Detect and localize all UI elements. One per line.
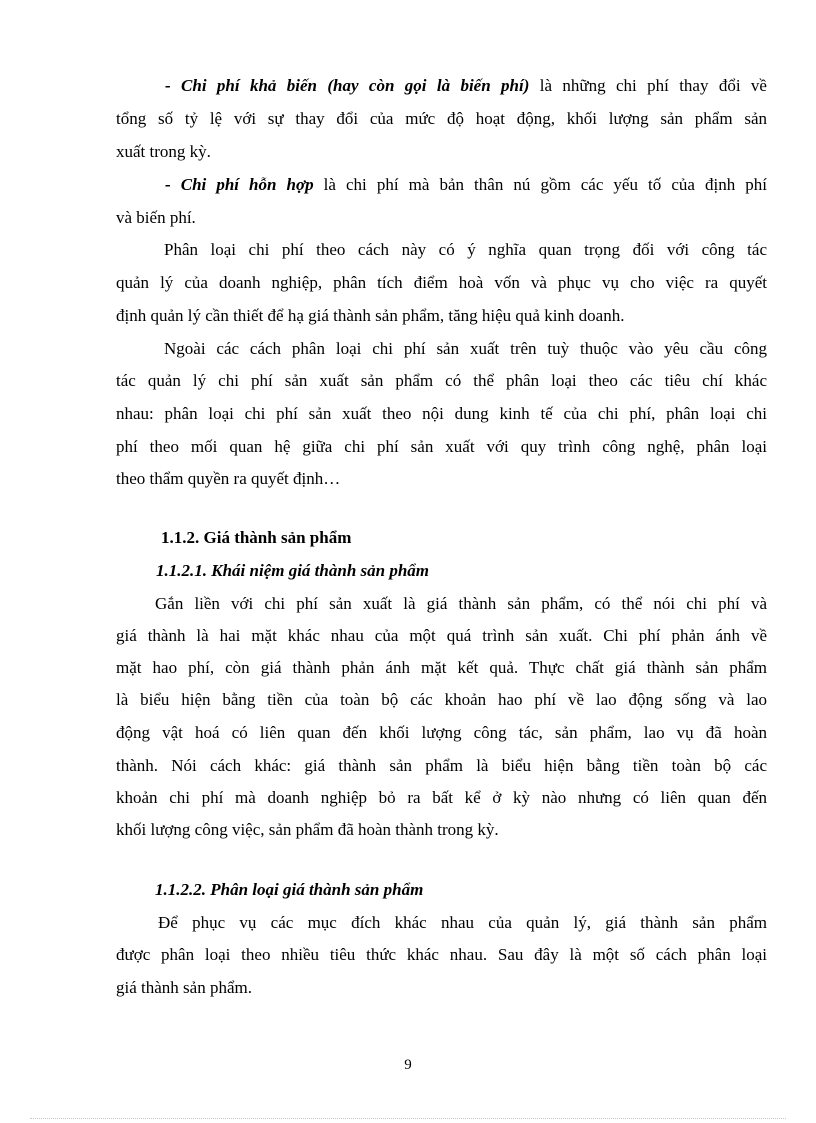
paragraph-line: động vật hoá có liên quan đến khối lượng công tác, sản phẩm, lao vụ đã hoàn <box>116 723 767 742</box>
paragraph-line: nhau: phân loại chi phí sản xuất theo nội dung kinh tế của chi phí, phân loại chi <box>116 404 767 423</box>
list-dash: - <box>165 76 182 95</box>
subsection-heading: 1.1.2.1. Khái niệm giá thành sản phẩm <box>156 561 430 580</box>
paragraph-line: được phân loại theo nhiều tiêu thức khác nhau. Sau đây là một số cách phân loại <box>116 945 767 964</box>
paragraph-line: mặt hao phí, còn giá thành phản ánh mặt kết quả. Thực chất giá thành sản phẩm <box>116 658 767 677</box>
paragraph-line: phí theo mối quan hệ giữa chi phí sản xuất với quy trình công nghệ, phân loại <box>116 437 767 456</box>
paragraph-line: và biến phí. <box>116 208 196 227</box>
paragraph-line: xuất trong kỳ. <box>116 142 211 161</box>
paragraph-line: tác quản lý chi phí sản xuất sản phẩm có thể phân loại theo các tiêu chí khác <box>116 371 767 390</box>
term-mixed-cost: Chi phí hỗn hợp <box>180 175 314 194</box>
page-number: 9 <box>404 1057 412 1073</box>
paragraph-line: thành. Nói cách khác: giá thành sản phẩm là biểu hiện bằng tiền toàn bộ các <box>116 756 767 775</box>
paragraph-line: khoản chi phí mà doanh nghiệp bỏ ra bất kể ở kỳ nào nhưng có liên quan đến <box>116 788 767 807</box>
paragraph-text: là những chi phí thay đổi về <box>529 76 767 95</box>
term-variable-cost: Chi phí khả biến (hay còn gọi là biến phí) <box>181 76 530 95</box>
subsection-heading: 1.1.2.2. Phân loại giá thành sản phẩm <box>155 880 424 899</box>
paragraph-line: giá thành là hai mặt khác nhau của một quá trình sản xuất. Chi phí phản ánh về <box>116 626 767 645</box>
paragraph-line: Để phục vụ các mục đích khác nhau của quản lý, giá thành sản phẩm <box>158 913 767 932</box>
paragraph-line: Phân loại chi phí theo cách này có ý nghĩa quan trọng đối với công tác <box>164 240 767 259</box>
paragraph-line: Ngoài các cách phân loại chi phí sản xuất trên tuỳ thuộc vào yêu cầu công <box>164 339 767 358</box>
list-dash: - <box>165 175 181 194</box>
paragraph-line: tổng số tỷ lệ với sự thay đổi của mức độ hoạt động, khối lượng sản phẩm sản <box>116 109 767 128</box>
paragraph-line: là biểu hiện bằng tiền của toàn bộ các khoản hao phí về lao động sống và lao <box>116 690 767 709</box>
section-heading: 1.1.2. Giá thành sản phẩm <box>161 528 352 547</box>
paragraph-line <box>165 175 767 195</box>
paragraph-line <box>165 76 767 96</box>
paragraph-line: Gắn liền với chi phí sản xuất là giá thành sản phẩm, có thể nói chi phí và <box>155 594 767 613</box>
paragraph-line: định quản lý cần thiết để hạ giá thành sản phẩm, tăng hiệu quả kinh doanh. <box>116 306 625 325</box>
paragraph-line: quản lý của doanh nghiệp, phân tích điểm hoà vốn và phục vụ cho việc ra quyết <box>116 273 767 292</box>
paragraph-line: khối lượng công việc, sản phẩm đã hoàn thành trong kỳ. <box>116 820 499 839</box>
paragraph-line: giá thành sản phẩm. <box>116 978 252 997</box>
page-bottom-divider <box>30 1118 786 1119</box>
paragraph-text: là chi phí mà bản thân nú gồm các yếu tố của định phí <box>313 175 767 194</box>
paragraph-line: theo thẩm quyền ra quyết định… <box>116 469 341 488</box>
